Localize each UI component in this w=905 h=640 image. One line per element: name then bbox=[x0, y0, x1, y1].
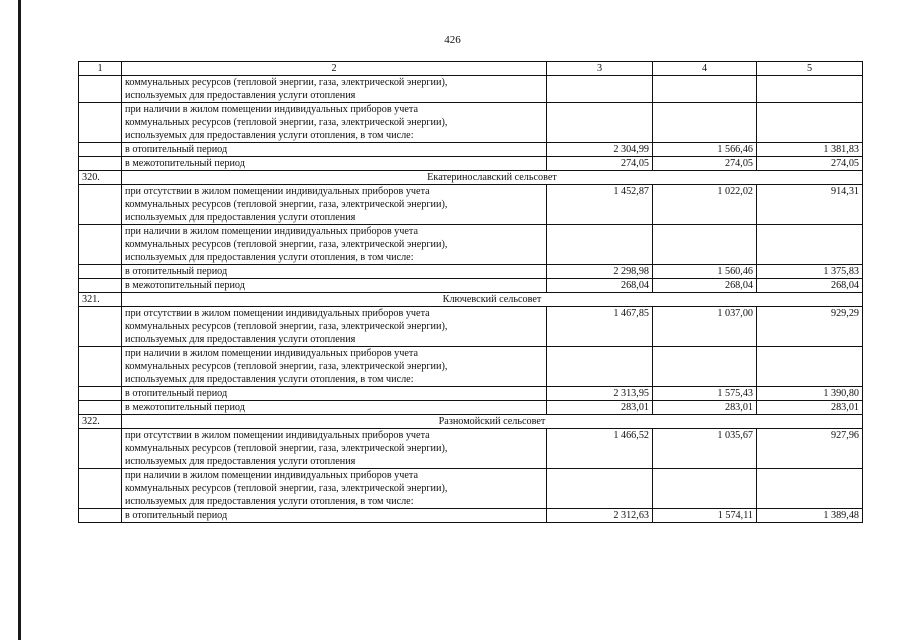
description-line: в отопительный период bbox=[125, 388, 228, 399]
description-line: в межотопительный период bbox=[125, 158, 245, 169]
value-cell-col4: 1 022,02 bbox=[653, 185, 757, 225]
row-description bbox=[122, 387, 547, 401]
row-number bbox=[79, 185, 122, 225]
table-row bbox=[79, 387, 863, 401]
description-line: используемых для предоставления услуги отопления bbox=[125, 212, 356, 223]
value-cell-col4 bbox=[653, 103, 757, 143]
row-number bbox=[79, 103, 122, 143]
table-row bbox=[79, 279, 863, 293]
description-line: при отсутствии в жилом помещении индивидуальных приборов учета bbox=[125, 308, 430, 319]
row-description bbox=[122, 401, 547, 415]
description-line: используемых для предоставления услуги отопления, в том числе: bbox=[125, 496, 414, 507]
value-cell-col4 bbox=[653, 76, 757, 103]
value-cell-col3: 1 467,85 bbox=[547, 307, 653, 347]
description-line: коммунальных ресурсов (тепловой энергии, газа, электрической энергии), bbox=[125, 321, 448, 332]
row-number bbox=[79, 157, 122, 171]
description-line: в межотопительный период bbox=[125, 280, 245, 291]
description-line: при наличии в жилом помещении индивидуальных приборов учета bbox=[125, 470, 419, 481]
row-description bbox=[122, 157, 547, 171]
row-description bbox=[122, 103, 547, 143]
row-description bbox=[122, 347, 547, 387]
table-row bbox=[79, 157, 863, 171]
value-cell-col4 bbox=[653, 225, 757, 265]
value-cell-col4: 1 574,11 bbox=[653, 509, 757, 523]
description-line: в межотопительный период bbox=[125, 402, 245, 413]
value-cell-col3: 283,01 bbox=[547, 401, 653, 415]
header-cell-5: 5 bbox=[757, 62, 863, 76]
table-row bbox=[79, 225, 863, 265]
value-cell-col3 bbox=[547, 103, 653, 143]
row-number bbox=[79, 76, 122, 103]
value-cell-col5: 1 381,83 bbox=[757, 143, 863, 157]
description-line: коммунальных ресурсов (тепловой энергии, газа, электрической энергии), bbox=[125, 117, 448, 128]
row-number: 321. bbox=[79, 293, 122, 307]
table-row bbox=[79, 347, 863, 387]
description-line: при наличии в жилом помещении индивидуальных приборов учета bbox=[125, 348, 419, 359]
value-cell-col5: 274,05 bbox=[757, 157, 863, 171]
description-line: используемых для предоставления услуги отопления bbox=[125, 334, 356, 345]
description-line: в отопительный период bbox=[125, 144, 228, 155]
row-description bbox=[122, 279, 547, 293]
row-number bbox=[79, 265, 122, 279]
value-cell-col3: 2 313,95 bbox=[547, 387, 653, 401]
page-left-edge bbox=[18, 0, 21, 640]
description-line: коммунальных ресурсов (тепловой энергии, газа, электрической энергии), bbox=[125, 77, 448, 88]
value-cell-col3: 1 452,87 bbox=[547, 185, 653, 225]
header-cell-2: 2 bbox=[122, 62, 547, 76]
section-title: Разномойский сельсовет bbox=[122, 415, 863, 429]
header-cell-4: 4 bbox=[653, 62, 757, 76]
section-row bbox=[79, 171, 863, 185]
header-cell-1: 1 bbox=[79, 62, 122, 76]
description-line: при отсутствии в жилом помещении индивидуальных приборов учета bbox=[125, 186, 430, 197]
row-number bbox=[79, 429, 122, 469]
row-description bbox=[122, 225, 547, 265]
value-cell-col3: 2 312,63 bbox=[547, 509, 653, 523]
description-line: в отопительный период bbox=[125, 510, 228, 521]
row-number bbox=[79, 509, 122, 523]
value-cell-col5: 929,29 bbox=[757, 307, 863, 347]
description-line: коммунальных ресурсов (тепловой энергии, газа, электрической энергии), bbox=[125, 199, 448, 210]
tariff-table bbox=[78, 61, 863, 523]
description-line: используемых для предоставления услуги отопления bbox=[125, 456, 356, 467]
value-cell-col3: 268,04 bbox=[547, 279, 653, 293]
description-line: коммунальных ресурсов (тепловой энергии, газа, электрической энергии), bbox=[125, 483, 448, 494]
value-cell-col4: 268,04 bbox=[653, 279, 757, 293]
description-line: коммунальных ресурсов (тепловой энергии, газа, электрической энергии), bbox=[125, 361, 448, 372]
section-row bbox=[79, 415, 863, 429]
row-description bbox=[122, 429, 547, 469]
section-row bbox=[79, 293, 863, 307]
value-cell-col3 bbox=[547, 76, 653, 103]
row-description bbox=[122, 185, 547, 225]
value-cell-col4: 1 560,46 bbox=[653, 265, 757, 279]
value-cell-col4: 1 575,43 bbox=[653, 387, 757, 401]
section-title: Екатеринославский сельсовет bbox=[122, 171, 863, 185]
value-cell-col3 bbox=[547, 347, 653, 387]
row-number: 320. bbox=[79, 171, 122, 185]
row-number bbox=[79, 225, 122, 265]
table-row bbox=[79, 469, 863, 509]
value-cell-col5: 927,96 bbox=[757, 429, 863, 469]
row-number: 322. bbox=[79, 415, 122, 429]
table-row bbox=[79, 185, 863, 225]
tariff-table-body bbox=[79, 62, 863, 523]
table-row bbox=[79, 307, 863, 347]
value-cell-col5: 268,04 bbox=[757, 279, 863, 293]
value-cell-col5: 1 375,83 bbox=[757, 265, 863, 279]
description-line: коммунальных ресурсов (тепловой энергии, газа, электрической энергии), bbox=[125, 239, 448, 250]
table-row bbox=[79, 143, 863, 157]
row-number bbox=[79, 279, 122, 293]
row-number bbox=[79, 307, 122, 347]
description-line: в отопительный период bbox=[125, 266, 228, 277]
value-cell-col3 bbox=[547, 225, 653, 265]
description-line: при наличии в жилом помещении индивидуальных приборов учета bbox=[125, 104, 419, 115]
value-cell-col5: 283,01 bbox=[757, 401, 863, 415]
value-cell-col3 bbox=[547, 469, 653, 509]
row-number bbox=[79, 401, 122, 415]
table-header-row bbox=[79, 62, 863, 76]
value-cell-col4: 1 566,46 bbox=[653, 143, 757, 157]
row-description bbox=[122, 76, 547, 103]
row-description bbox=[122, 469, 547, 509]
row-number bbox=[79, 347, 122, 387]
value-cell-col3: 2 304,99 bbox=[547, 143, 653, 157]
value-cell-col4 bbox=[653, 469, 757, 509]
description-line: используемых для предоставления услуги отопления, в том числе: bbox=[125, 130, 414, 141]
description-line: используемых для предоставления услуги отопления bbox=[125, 90, 356, 101]
header-cell-3: 3 bbox=[547, 62, 653, 76]
description-line: при наличии в жилом помещении индивидуальных приборов учета bbox=[125, 226, 419, 237]
section-title: Ключевский сельсовет bbox=[122, 293, 863, 307]
row-description bbox=[122, 143, 547, 157]
value-cell-col5: 1 389,48 bbox=[757, 509, 863, 523]
value-cell-col5 bbox=[757, 103, 863, 143]
value-cell-col5: 1 390,80 bbox=[757, 387, 863, 401]
value-cell-col5 bbox=[757, 347, 863, 387]
value-cell-col4: 1 037,00 bbox=[653, 307, 757, 347]
description-line: используемых для предоставления услуги отопления, в том числе: bbox=[125, 374, 414, 385]
value-cell-col5 bbox=[757, 76, 863, 103]
value-cell-col4: 274,05 bbox=[653, 157, 757, 171]
row-number bbox=[79, 469, 122, 509]
description-line: при отсутствии в жилом помещении индивидуальных приборов учета bbox=[125, 430, 430, 441]
value-cell-col5: 914,31 bbox=[757, 185, 863, 225]
value-cell-col5 bbox=[757, 225, 863, 265]
value-cell-col4: 283,01 bbox=[653, 401, 757, 415]
value-cell-col5 bbox=[757, 469, 863, 509]
description-line: используемых для предоставления услуги отопления, в том числе: bbox=[125, 252, 414, 263]
table-row bbox=[79, 265, 863, 279]
description-line: коммунальных ресурсов (тепловой энергии, газа, электрической энергии), bbox=[125, 443, 448, 454]
table-row bbox=[79, 429, 863, 469]
value-cell-col4 bbox=[653, 347, 757, 387]
row-number bbox=[79, 387, 122, 401]
row-description bbox=[122, 307, 547, 347]
table-row bbox=[79, 103, 863, 143]
value-cell-col3: 1 466,52 bbox=[547, 429, 653, 469]
value-cell-col3: 2 298,98 bbox=[547, 265, 653, 279]
row-description bbox=[122, 509, 547, 523]
value-cell-col4: 1 035,67 bbox=[653, 429, 757, 469]
row-number bbox=[79, 143, 122, 157]
page-number: 426 bbox=[444, 34, 461, 46]
row-description bbox=[122, 265, 547, 279]
table-row bbox=[79, 76, 863, 103]
table-row bbox=[79, 401, 863, 415]
table-row bbox=[79, 509, 863, 523]
value-cell-col3: 274,05 bbox=[547, 157, 653, 171]
